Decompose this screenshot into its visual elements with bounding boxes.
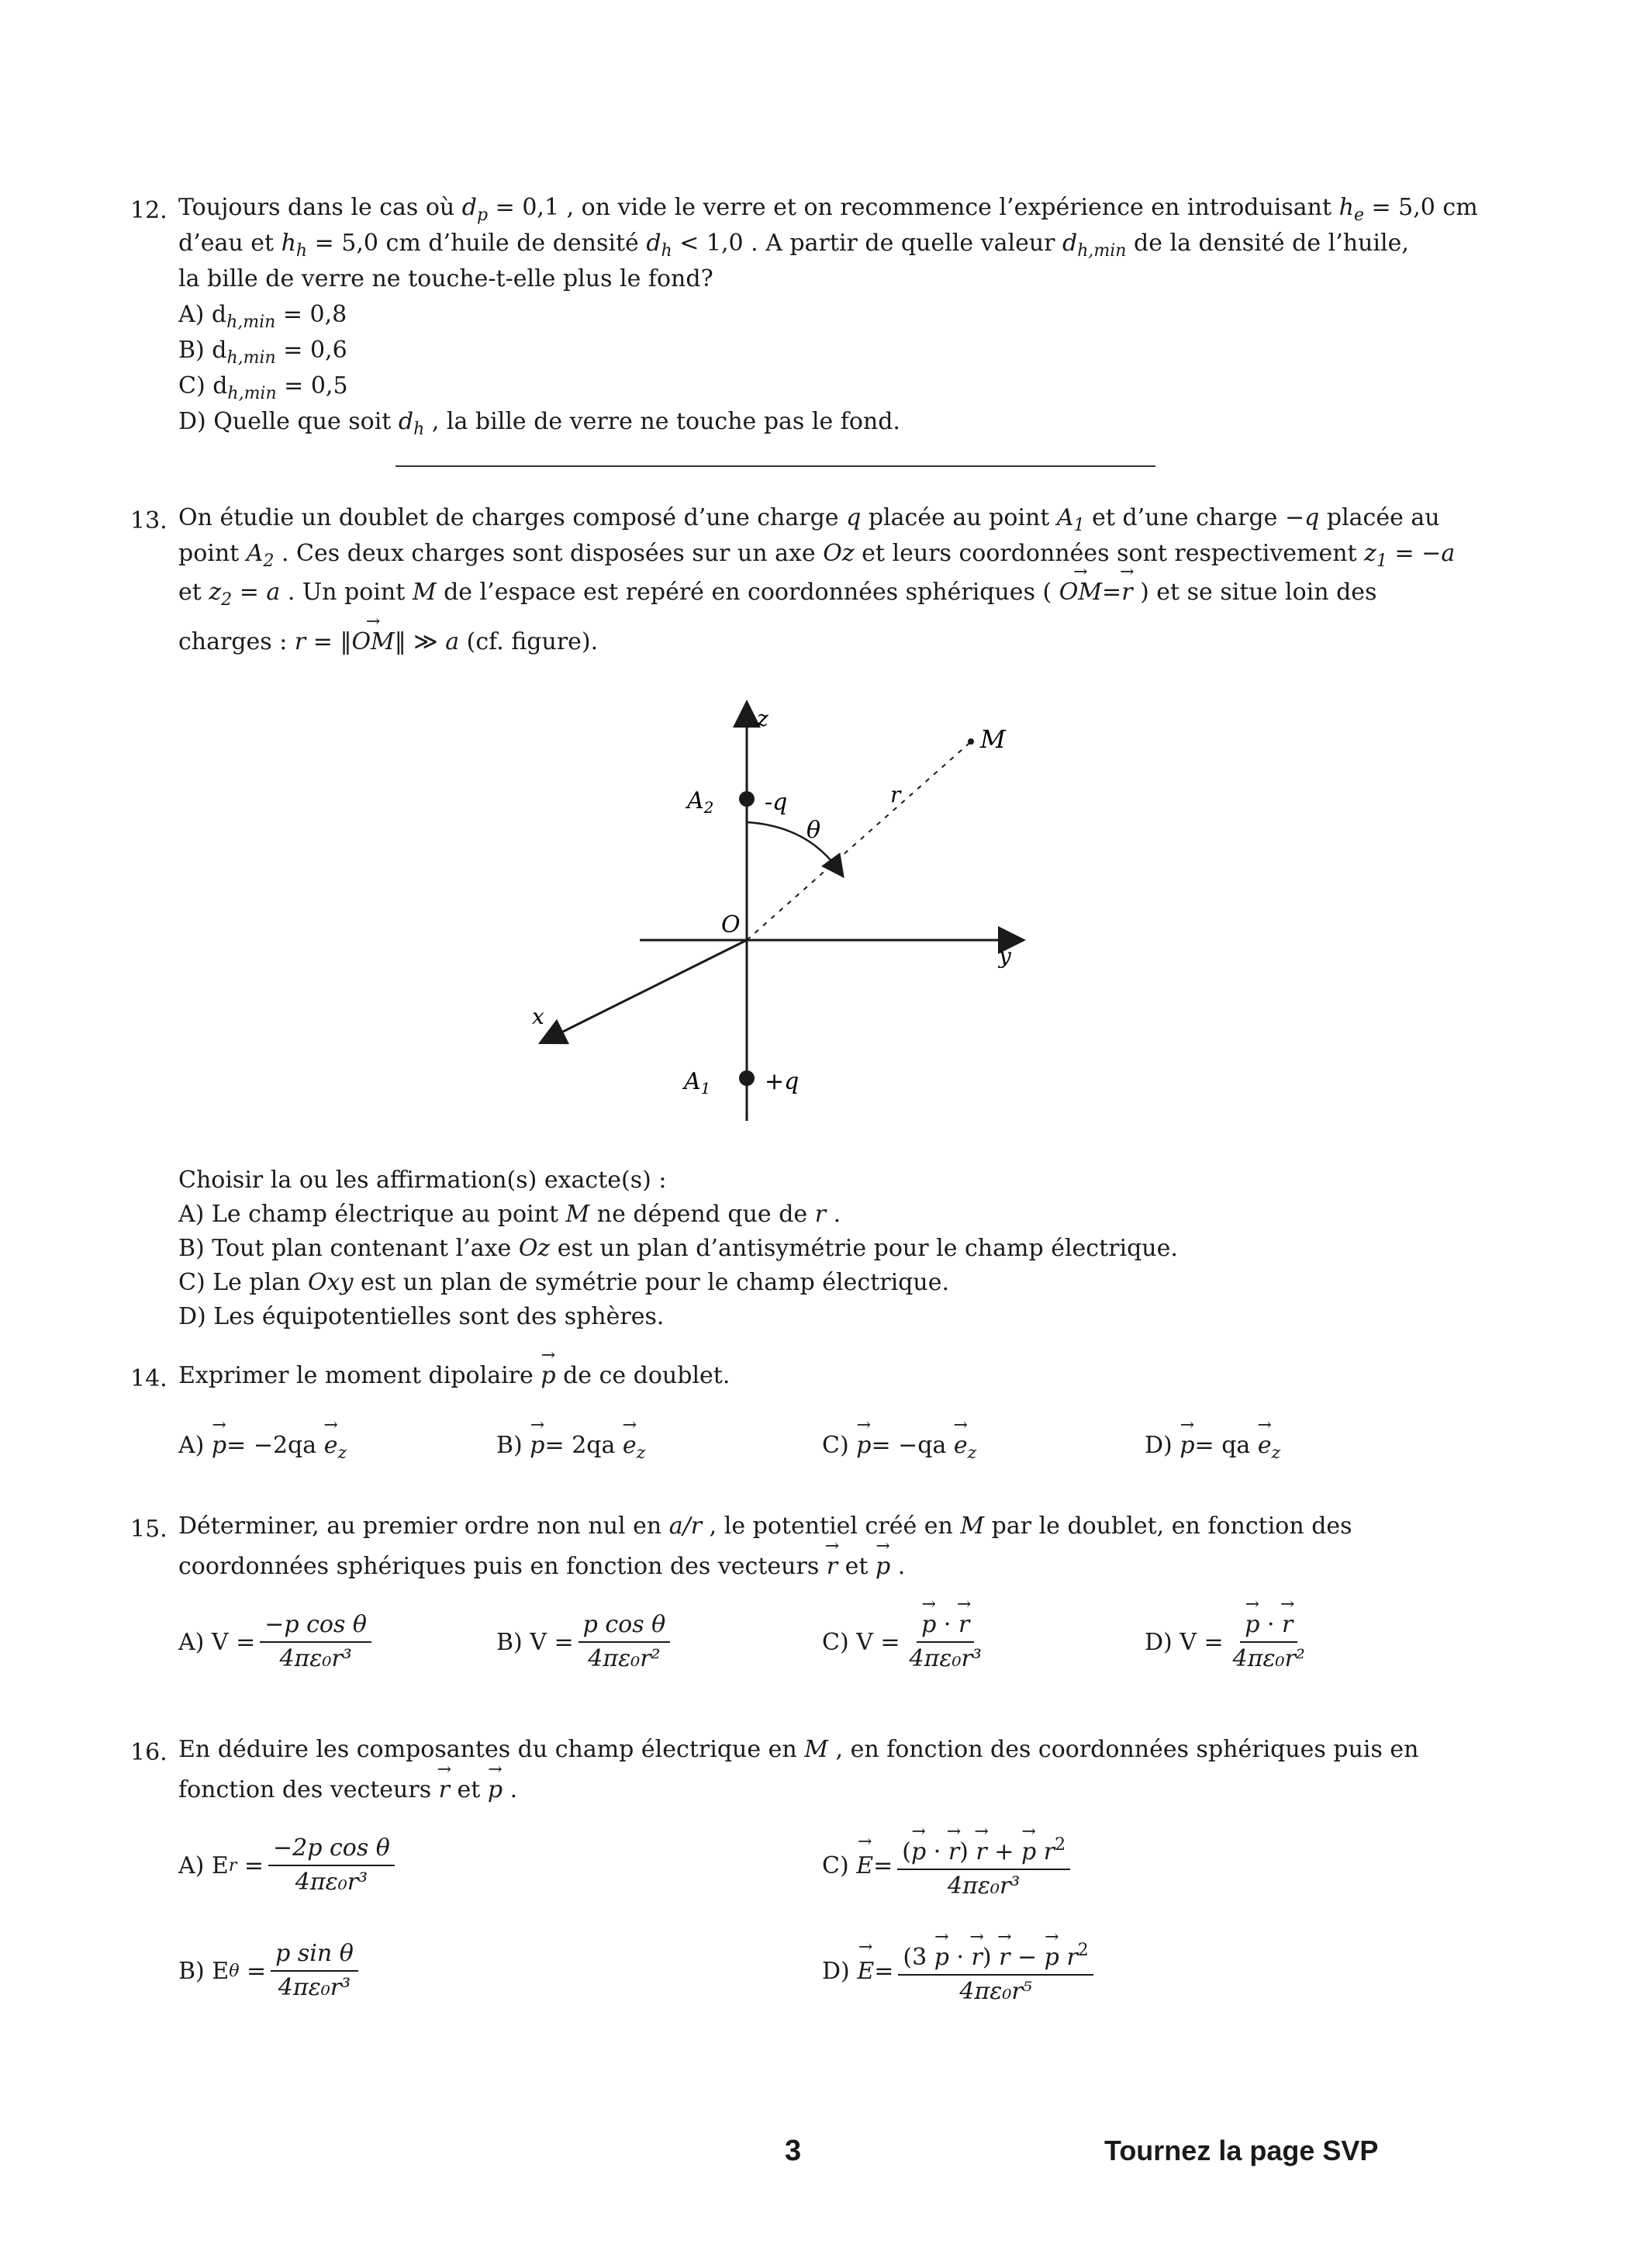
answer-option-a: $A) \to p= -2qa \to e_z$ [178,1429,347,1471]
question-number: 14. [130,1365,168,1392]
answer-option-c: $C) \to p= -qa \to e_z$ [822,1429,976,1471]
z-axis-label: z [757,706,768,731]
question-text: d’eau et $h_h = 5,0$ cm d’huile de densité $d_h < 1,0$ . A partir de quelle valeur $d_{h,min}$ de la densité de l’huile, [178,230,1409,261]
origin-label: O [721,911,741,939]
x-axis [551,940,747,1038]
answer-option-b: $B) \to p= 2qa \to e_z$ [496,1429,645,1471]
answer-option-d: D) Les équipotentielles sont des sphères. [178,1303,665,1330]
answer-option-a: A) V = $\frac{\text{−p cos θ}}{\text{4πε₀r³}}$ [178,1610,376,1674]
minus-q-label: -q [765,789,788,816]
question-text: coordonnées sphériques puis en fonction des vecteurs → r et → p . [178,1550,905,1584]
separator-rule [395,465,1155,467]
a2-label: $A_2$ [687,787,714,817]
question-text: Déterminer, au premier ordre non nul en a/r , le potentiel créé en M par le doublet, en fonction des [178,1513,1352,1540]
x-axis-label: x [532,1004,544,1029]
theta-label: θ [806,817,821,844]
question-text: charges : r = ‖→ OM‖ ≫ a (cf. figure). [178,625,598,659]
question-number: 15. [130,1516,168,1543]
page-number: 3 [785,2135,802,2167]
question-number: 16. [130,1739,168,1766]
plus-q-label: +q [765,1068,800,1095]
question-text: Exprimer le moment dipolaire → p de ce doublet. [178,1359,730,1393]
y-axis-label: y [999,943,1011,969]
question-text: et $z_2 = a$ . Un point M de l’espace est repéré en coordonnées sphériques ( → OM=→ r ) et se situe loin des [178,576,1376,617]
theta-arc [747,822,838,869]
answer-option-d: D) Quelle que soit $d_h$ , la bille de verre ne touche pas le fond. [178,408,900,439]
point-m-label: M [980,724,1006,754]
point-m [968,738,974,745]
r-label: r [890,782,901,807]
question-number: 12. [130,197,168,224]
question-number: 13. [130,507,168,534]
answer-option-b: B) Tout plan contenant l’axe Oz est un plan d’antisymétrie pour le champ électrique. [178,1235,1178,1262]
question-text: la bille de verre ne touche-t-elle plus le fond? [178,265,713,292]
answer-option-a: A) Le champ électrique au point M ne dépend que de r . [178,1201,841,1228]
question-text: En déduire les composantes du champ électrique en M , en fonction des coordonnées sphériques puis en [178,1736,1419,1763]
answer-option-c: C) $d_{h,min} = 0,5$ [178,372,348,403]
answer-option-b: B) $d_{h,min} = 0,6$ [178,337,347,368]
question-text: point $A_2$ . Ces deux charges sont disposées sur un axe Oz et leurs coordonnées sont respectivement $z_1 = -a$ [178,540,1456,571]
answer-option-c: C) Le plan Oxy est un plan de symétrie pour le champ électrique. [178,1269,949,1296]
answer-option-c: C) → E = $\frac{(\to p \cdot \to r) \to r + \to p r^2}{\text{4πε₀r³}}$ [822,1831,1075,1901]
answer-option-d: D) V = → $\frac{p \cdot \to r}{\text{4πε₀r²}}$ [1145,1610,1314,1674]
answer-option-c: C) V = → $\frac{p \cdot \to r}{\text{4πε₀r³}}$ [822,1610,991,1674]
answer-option-d: D) → p= qa → $e_z$ [1145,1429,1280,1471]
question-text: fonction des vecteurs → r et → p . [178,1773,517,1807]
answer-option-d: D) → E = $\frac{(3 \to p \cdot \to r) \to r - \to p r^2}{\text{4πε₀r⁵}}$ [822,1936,1098,2007]
answer-option-b: B) E θ = $\frac{\text{p sin θ}}{\text{4πε₀r³}}$ [178,1939,363,2003]
answer-option-a: A) $d_{h,min} = 0,8$ [178,301,347,332]
charge-a1-dot [739,1070,755,1086]
a1-label: $A_1$ [684,1068,711,1098]
question-text: Toujours dans le cas où $d_p = 0,1$ , on vide le verre et on recommence l’expérience en introduisant $h_e = 5,0$ cm [178,194,1478,225]
question-prompt: Choisir la ou les affirmation(s) exacte(s) : [178,1167,667,1194]
dipole-figure [512,698,1070,1140]
answer-option-b: B) V = $\frac{\text{p cos θ}}{\text{4πε₀r²}}$ [496,1610,675,1674]
charge-a2-dot [739,791,755,807]
answer-option-a: A) E r = $\frac{\text{−2p cos θ}}{\text{4πε₀r³}}$ [178,1834,399,1897]
om-dashed-line [747,743,969,940]
question-text: On étudie un doublet de charges composé d’une charge q placée au point $A_1$ et d’une charge −q placée au [178,504,1440,535]
turn-page-notice: Tournez la page SVP [1104,2135,1379,2166]
